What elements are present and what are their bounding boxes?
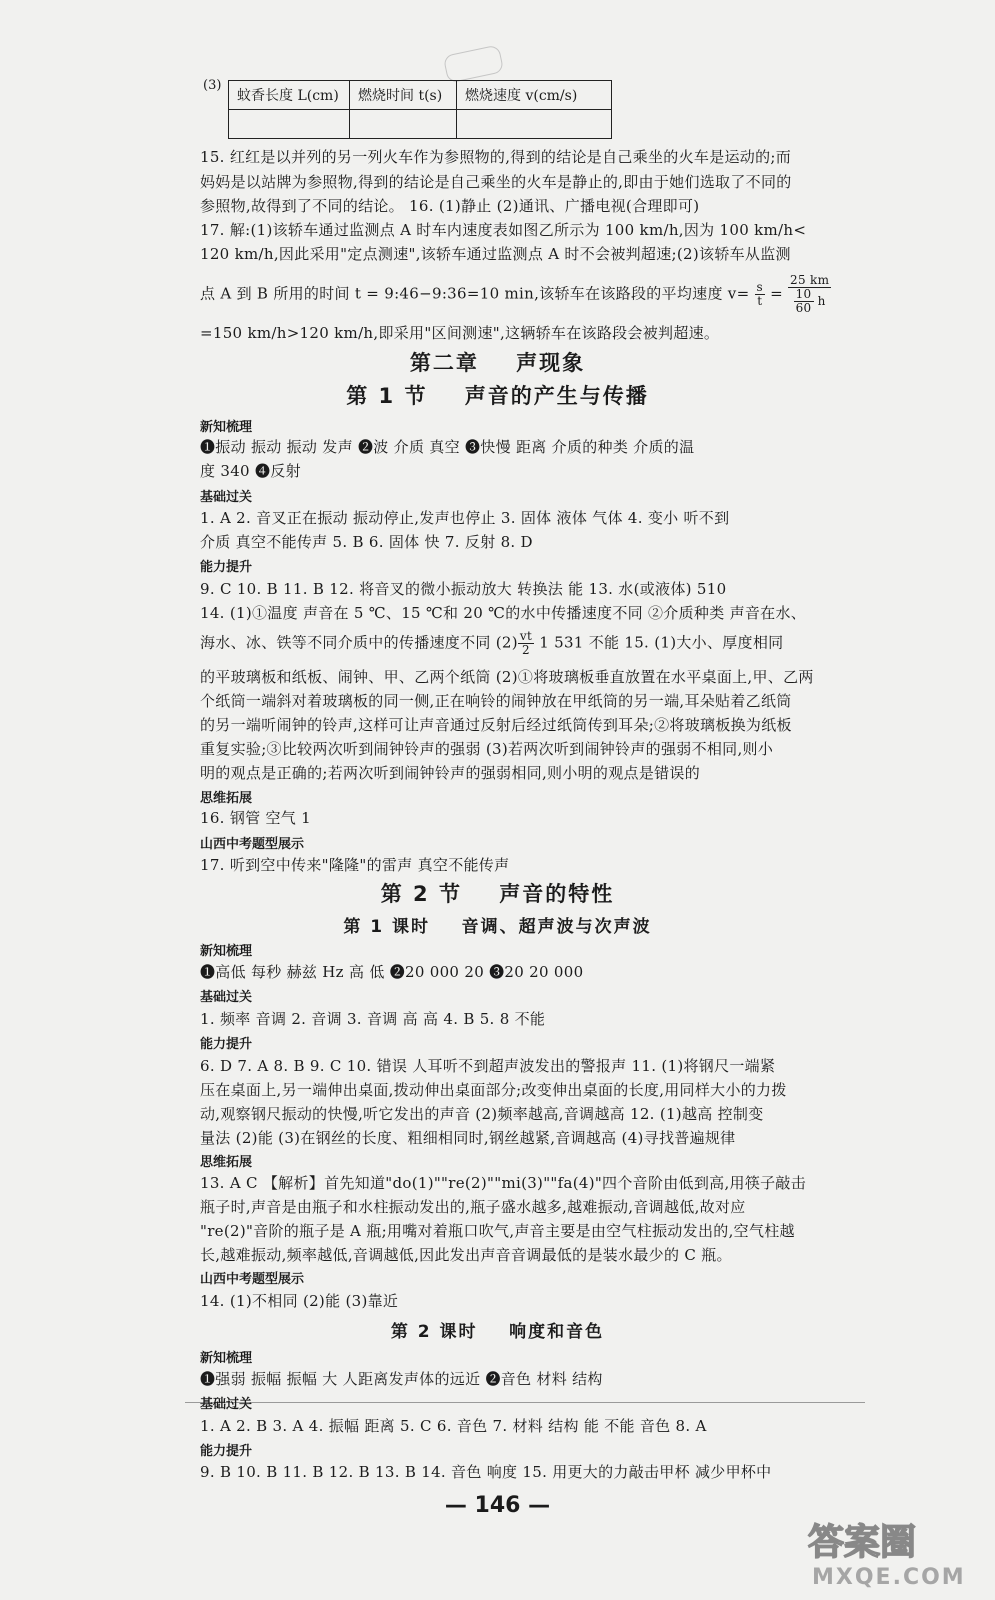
heading-shanxi: 山西中考题型展示 xyxy=(200,837,305,852)
answer-line: 13. A C 【解析】首先知道"do(1)""re(2)""mi(3)""fa(4)"四个音阶由低到高,用筷子敲击 xyxy=(200,1174,807,1192)
answer-line: ❶振动 振动 振动 发声 ❷波 介质 真空 ❸快慢 距离 介质的种类 介质的温 xyxy=(200,438,695,456)
answer-line: 14. (1)不相同 (2)能 (3)靠近 xyxy=(200,1292,399,1310)
answer-line: 1. A 2. B 3. A 4. 振幅 距离 5. C 6. 音色 7. 材料 结构 能 不能 音色 8. A xyxy=(200,1417,707,1435)
heading-nengli: 能力提升 xyxy=(200,1444,253,1459)
equals-sign: = xyxy=(770,284,783,303)
answer-line: 的平玻璃板和纸板、闹钟、甲、乙两个纸筒 (2)①将玻璃板垂直放置在水平桌面上,甲、乙两 xyxy=(200,668,814,686)
answer-line: 1. A 2. 音叉正在振动 振动停止,发声也停止 3. 固体 液体 气体 4. 变小 听不到 xyxy=(200,509,730,527)
answer-line: 重复实验;③比较两次听到闹钟铃声的强弱 (3)若两次听到闹钟铃声的强弱不相同,则小 xyxy=(200,740,774,758)
answer-line: 度 340 ❹反射 xyxy=(200,462,301,480)
heading-shanxi: 山西中考题型展示 xyxy=(200,1272,305,1287)
heading-nengli: 能力提升 xyxy=(200,560,253,575)
heading-jichu: 基础过关 xyxy=(200,490,253,505)
watermark-logo xyxy=(800,1510,975,1590)
answer-line: 个纸筒一端斜对着玻璃板的同一侧,正在响铃的闹钟放在甲纸筒的另一端,耳朵贴着乙纸筒 xyxy=(200,692,792,710)
heading-jichu: 基础过关 xyxy=(200,1397,253,1412)
watermark-text-cn: 答案圈 xyxy=(808,1522,917,1563)
answer-line: 妈妈是以站牌为参照物,得到的结论是自己乘坐的火车是静止的,即由于她们选取了不同的 xyxy=(200,173,792,191)
fraction-vt-over-2: $\frac{vt}{2}$ xyxy=(519,629,533,657)
watermark-icon xyxy=(800,1510,975,1590)
heading-xinzhi: 新知梳理 xyxy=(200,420,253,435)
lesson-1-title: 第 1 课时 音调、超声波与次声波 xyxy=(343,917,652,937)
answer-line: 14. (1)①温度 声音在 5 ℃、15 ℃和 20 ℃的水中传播速度不同 ②介质种类 声音在水、 xyxy=(200,604,807,622)
answer-line: 9. C 10. B 11. B 12. 将音叉的微小振动放大 转换法 能 13. 水(或液体) 510 xyxy=(200,580,727,598)
header-speed: 燃烧速度 v(cm/s) xyxy=(457,81,612,110)
answer-line: 15. 红红是以并列的另一列火车作为参照物的,得到的结论是自己乘坐的火车是运动的;而 xyxy=(200,148,792,166)
fraction-hours: $\frac{10}{60}$ xyxy=(795,287,812,315)
answer-line: 1. 频率 音调 2. 音调 3. 音调 高 高 4. B 5. 8 不能 xyxy=(200,1010,546,1028)
section-1-title: 第 1 节 声音的产生与传播 xyxy=(346,384,649,408)
heading-xinzhi: 新知梳理 xyxy=(200,944,253,959)
answer-line: 参照物,故得到了不同的结论。 16. (1)静止 (2)通讯、广播电视(合理即可) xyxy=(200,197,700,215)
table-cell xyxy=(457,110,612,139)
answer-line: =150 km/h>120 km/h,即采用"区间测速",这辆轿车在该路段会被判超速。 xyxy=(200,324,720,342)
table-header-row xyxy=(229,81,612,110)
answer-line: 长,越难振动,频率越低,音调越低,因此发出声音音调最低的是装水最少的 C 瓶。 xyxy=(200,1246,732,1264)
answer-line: 介质 真空不能传声 5. B 6. 固体 快 7. 反射 8. D xyxy=(200,533,533,551)
heading-jichu: 基础过关 xyxy=(200,990,253,1005)
stamp-mark xyxy=(443,44,505,83)
heading-xinzhi: 新知梳理 xyxy=(200,1351,253,1366)
header-length: 蚊香长度 L(cm) xyxy=(229,81,350,110)
table-empty-row xyxy=(229,110,612,139)
formula-line xyxy=(200,273,830,315)
answer-line: 9. B 10. B 11. B 12. B 13. B 14. 音色 响度 15. 用更大的力敲击甲杯 减少甲杯中 xyxy=(200,1463,772,1481)
answer-line: ❶高低 每秒 赫兹 Hz 高 低 ❷20 000 20 ❸20 20 000 xyxy=(200,963,584,981)
watermark-text-en: MXQE.COM xyxy=(812,1565,966,1590)
fraction-s-over-t: $\frac{s}{t}$ xyxy=(756,280,763,308)
answer-line: 明的观点是正确的;若两次听到闹钟铃声的强弱相同,则小明的观点是错误的 xyxy=(200,764,701,782)
answer-line: 16. 钢管 空气 1 xyxy=(200,809,312,827)
answer-line: 120 km/h,因此采用"定点测速",该轿车通过监测点 A 时不会被判超速;(2)该轿车从监测 xyxy=(200,245,791,263)
chapter-title: 第二章 声现象 xyxy=(409,351,586,375)
heading-nengli: 能力提升 xyxy=(200,1037,253,1052)
answer-line: 动,观察钢尺振动的快慢,听它发出的声音 (2)频率越高,音调越高 12. (1)越高 控制变 xyxy=(200,1105,764,1123)
heading-siwei: 思维拓展 xyxy=(200,1155,253,1170)
answer-line: 的另一端听闹钟的铃声,这样可让声音通过反射后经过纸筒传到耳朵;②将玻璃板换为纸板 xyxy=(200,716,792,734)
section-2-title: 第 2 节 声音的特性 xyxy=(380,882,615,906)
answer-line: "re(2)"音阶的瓶子是 A 瓶;用嘴对着瓶口吹气,声音主要是由空气柱振动发出的,空气柱越 xyxy=(200,1222,795,1240)
lesson-2-title: 第 2 课时 响度和音色 xyxy=(390,1322,605,1342)
answer-line: 海水、冰、铁等不同介质中的传播速度不同 (2) $\frac{vt}{2}$ 1 531 不能 15. (1)大小、厚度相同 xyxy=(200,629,784,657)
header-time: 燃烧时间 t(s) xyxy=(350,81,457,110)
answer-line: 17. 解:(1)该轿车通过监测点 A 时车内速度表如图乙所示为 100 km/h,因为 100 km/h< xyxy=(200,221,807,239)
table-label: (3) xyxy=(203,78,222,93)
table-cell xyxy=(229,110,350,139)
answer-line: ❶强弱 振幅 振幅 大 人距离发声体的远近 ❷音色 材料 结构 xyxy=(200,1370,603,1388)
table-cell xyxy=(350,110,457,139)
answer-line: 6. D 7. A 8. B 9. C 10. 错误 人耳听不到超声波发出的警报声 11. (1)将钢尺一端紧 xyxy=(200,1057,776,1075)
page-number: — 146 — xyxy=(444,1493,551,1518)
answer-line: 瓶子时,声音是由瓶子和水柱振动发出的,瓶子盛水越多,越难振动,音调越低,故对应 xyxy=(200,1198,746,1216)
heading-siwei: 思维拓展 xyxy=(200,791,253,806)
answer-line: 量法 (2)能 (3)在钢丝的长度、粗细相同时,钢丝越紧,音调越高 (4)寻找普遍规律 xyxy=(200,1129,736,1147)
fraction-distance-over-time: 25 km $\frac{10}{60}$ h xyxy=(790,273,830,315)
divider xyxy=(185,1402,865,1403)
data-table xyxy=(228,80,612,139)
formula-text: 点 A 到 B 所用的时间 t = 9:46−9:36=10 min,该轿车在该路段的平均速度 v= xyxy=(200,284,750,303)
answer-line: 17. 听到空中传来"隆隆"的雷声 真空不能传声 xyxy=(200,856,510,874)
answer-line: 压在桌面上,另一端伸出桌面,拨动伸出桌面部分;改变伸出桌面的长度,用同样大小的力拨 xyxy=(200,1081,787,1099)
